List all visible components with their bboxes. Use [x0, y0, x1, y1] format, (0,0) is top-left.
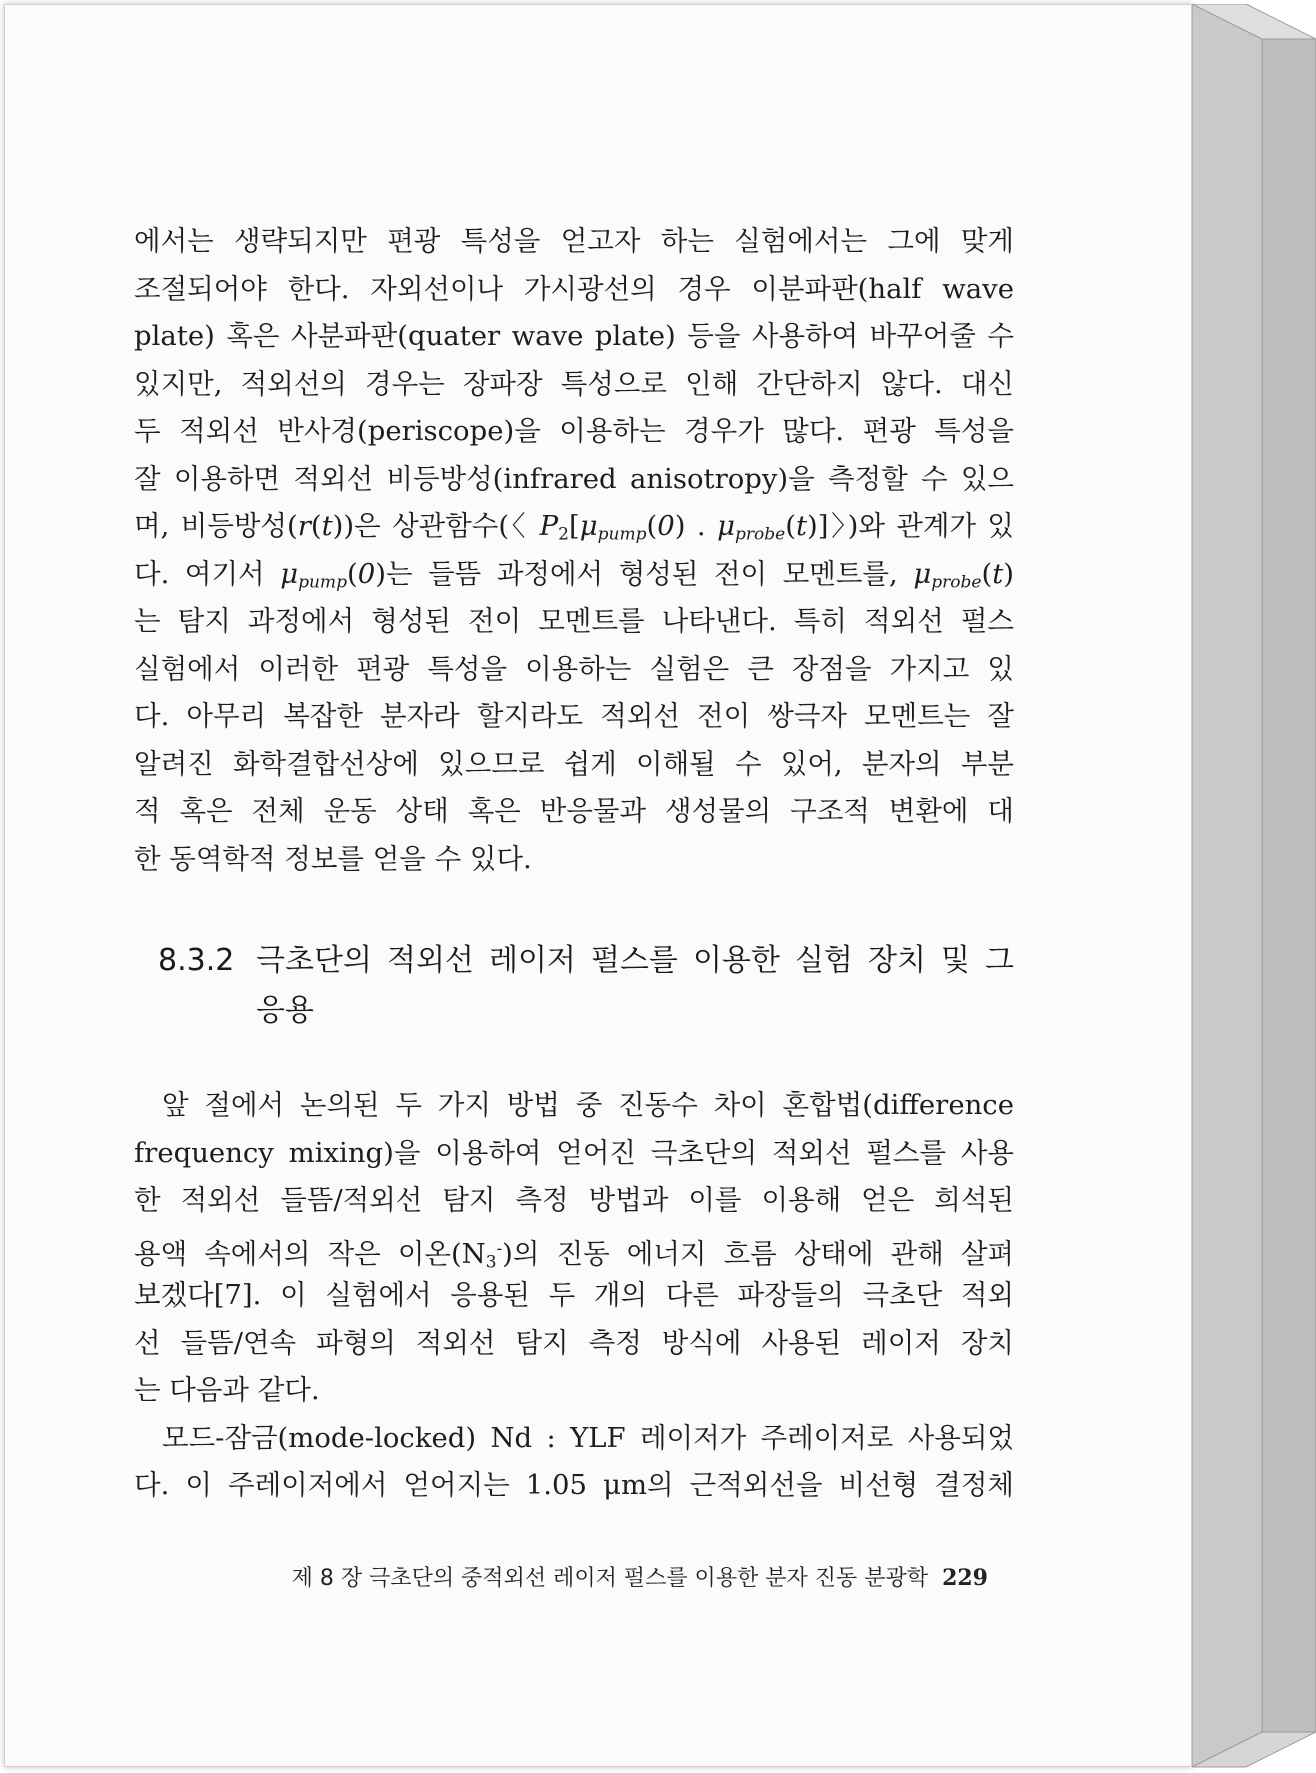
text-fragment: ( — [646, 510, 658, 542]
text-fragment: ( — [347, 557, 358, 590]
chem-subscript: 3 — [485, 1251, 497, 1272]
text-line: 잘 이용하면 적외선 비등방성(infrared anisotropy)을 측정할 수 있으 — [134, 462, 1014, 495]
text-line: 적 혹은 전체 운동 상태 혹은 반응물과 생성물의 구조적 변환에 대 — [134, 795, 1014, 827]
text-fragment: ( — [981, 557, 993, 590]
math-subscript: probe — [734, 524, 786, 545]
text-line: 는 탐지 과정에서 형성된 전이 모멘트를 나타낸다. 특히 적외선 펄스 — [134, 605, 1014, 637]
text-line: 다. 이 주레이저에서 얻어지는 1.05 μm의 근적외선을 비선형 결정체 — [134, 1469, 1014, 1501]
text-line: frequency mixing)을 이용하여 얻어진 극초단의 적외선 펄스를 사용 — [134, 1136, 1014, 1169]
chem-superscript: - — [496, 1238, 503, 1258]
text-line: 앞 절에서 논의된 두 가지 방법 중 진동수 차이 혼합법(difference — [162, 1089, 1014, 1121]
text-fragment: ( — [310, 510, 322, 542]
text-line: 선 들뜸/연속 파형의 적외선 탐지 측정 방식에 사용된 레이저 장치 — [134, 1326, 1014, 1359]
text-line-anisotropy-formula — [134, 503, 1014, 551]
math-symbol: 0 — [657, 510, 675, 542]
math-symbol: μ — [717, 510, 735, 542]
text-line-moments — [134, 551, 1014, 599]
text-fragment: )는 들뜸 과정에서 형성된 전이 모멘트를, — [375, 557, 914, 590]
text-fragment: )의 진동 에너지 흐름 상태에 관해 살펴 — [502, 1237, 1014, 1270]
text-line: 두 적외선 반사경(periscope)을 이용하는 경우가 많다. 편광 특성을 — [134, 415, 1014, 447]
text-line-ion — [134, 1225, 1014, 1273]
text-fragment: ) . — [674, 510, 718, 542]
text-line: 알려진 화학결합선상에 있으므로 쉽게 이해될 수 있어, 분자의 부분 — [134, 747, 1014, 780]
text-line: 에서는 생략되지만 편광 특성을 얻고자 하는 실험에서는 그에 맞게 — [134, 225, 1014, 257]
text-line: 실험에서 이러한 편광 특성을 이용하는 실험은 큰 장점을 가지고 있 — [134, 652, 1014, 685]
math-subscript: 2 — [558, 524, 569, 545]
text-fragment: 용액 속에서의 작은 이온(N — [134, 1237, 486, 1270]
text-line: 모드-잠금(mode-locked) Nd : YLF 레이저가 주레이저로 사용되었 — [162, 1421, 1014, 1454]
text-line: 한 적외선 들뜸/적외선 탐지 측정 방법과 이를 이용해 얻은 희석된 — [134, 1184, 1014, 1216]
text-line: 조절되어야 한다. 자외선이나 가시광선의 경우 이분파판(half wave — [134, 272, 1014, 305]
text-line: 보겠다[7]. 이 실험에서 응용된 두 개의 다른 파장들의 극초단 적외 — [134, 1279, 1014, 1311]
math-symbol: μ — [579, 510, 598, 542]
math-subscript: probe — [931, 571, 982, 592]
math-subscript: pump — [298, 571, 347, 592]
text-line: plate) 혹은 사분파판(quater wave plate) 등을 사용하여 바꾸어줄 수 — [134, 320, 1014, 352]
section-heading-line — [158, 936, 1014, 986]
text-line: 다. 아무리 복잡한 분자라 할지라도 적외선 전이 쌍극자 모멘트는 잘 — [134, 700, 1014, 732]
text-fragment: 며, 비등방성( — [134, 510, 298, 542]
running-footer — [228, 1562, 988, 1595]
section-title: 극초단의 적외선 레이저 펄스를 이용한 실험 장치 및 그 — [256, 943, 1014, 978]
math-symbol: t — [321, 510, 333, 542]
text-fragment: 다. 여기서 — [134, 557, 281, 590]
text-line: 한 동역학적 정보를 얻을 수 있다. — [134, 842, 532, 875]
math-symbol: μ — [280, 557, 299, 590]
running-title: 제 8 장 극초단의 중적외선 레이저 펄스를 이용한 분자 진동 분광학 — [291, 1566, 929, 1591]
page-number: 229 — [942, 1565, 988, 1591]
math-symbol: 0 — [357, 557, 376, 590]
math-symbol: μ — [913, 557, 932, 590]
body-paragraph-1 — [134, 218, 1014, 883]
text-fragment: ))은 상관함수(〈 — [332, 510, 540, 542]
math-symbol: P — [539, 510, 559, 542]
math-symbol: t — [795, 510, 808, 542]
section-title-continued: 응용 — [256, 993, 314, 1028]
math-subscript: pump — [597, 524, 647, 545]
section-number: 8.3.2 — [158, 943, 235, 978]
text-fragment: [ — [569, 510, 580, 542]
text-fragment: ( — [785, 510, 796, 542]
math-symbol: t — [992, 557, 1004, 590]
body-paragraph-2 — [134, 1082, 1014, 1510]
text-fragment: ) — [1003, 557, 1014, 590]
math-symbol: r — [297, 510, 311, 542]
text-fragment: )]〉)와 관계가 있 — [807, 510, 1015, 542]
text-line: 있지만, 적외선의 경우는 장파장 특성으로 인해 간단하지 않다. 대신 — [134, 367, 1014, 400]
section-heading — [158, 936, 1014, 1036]
text-line: 는 다음과 같다. — [134, 1374, 320, 1406]
